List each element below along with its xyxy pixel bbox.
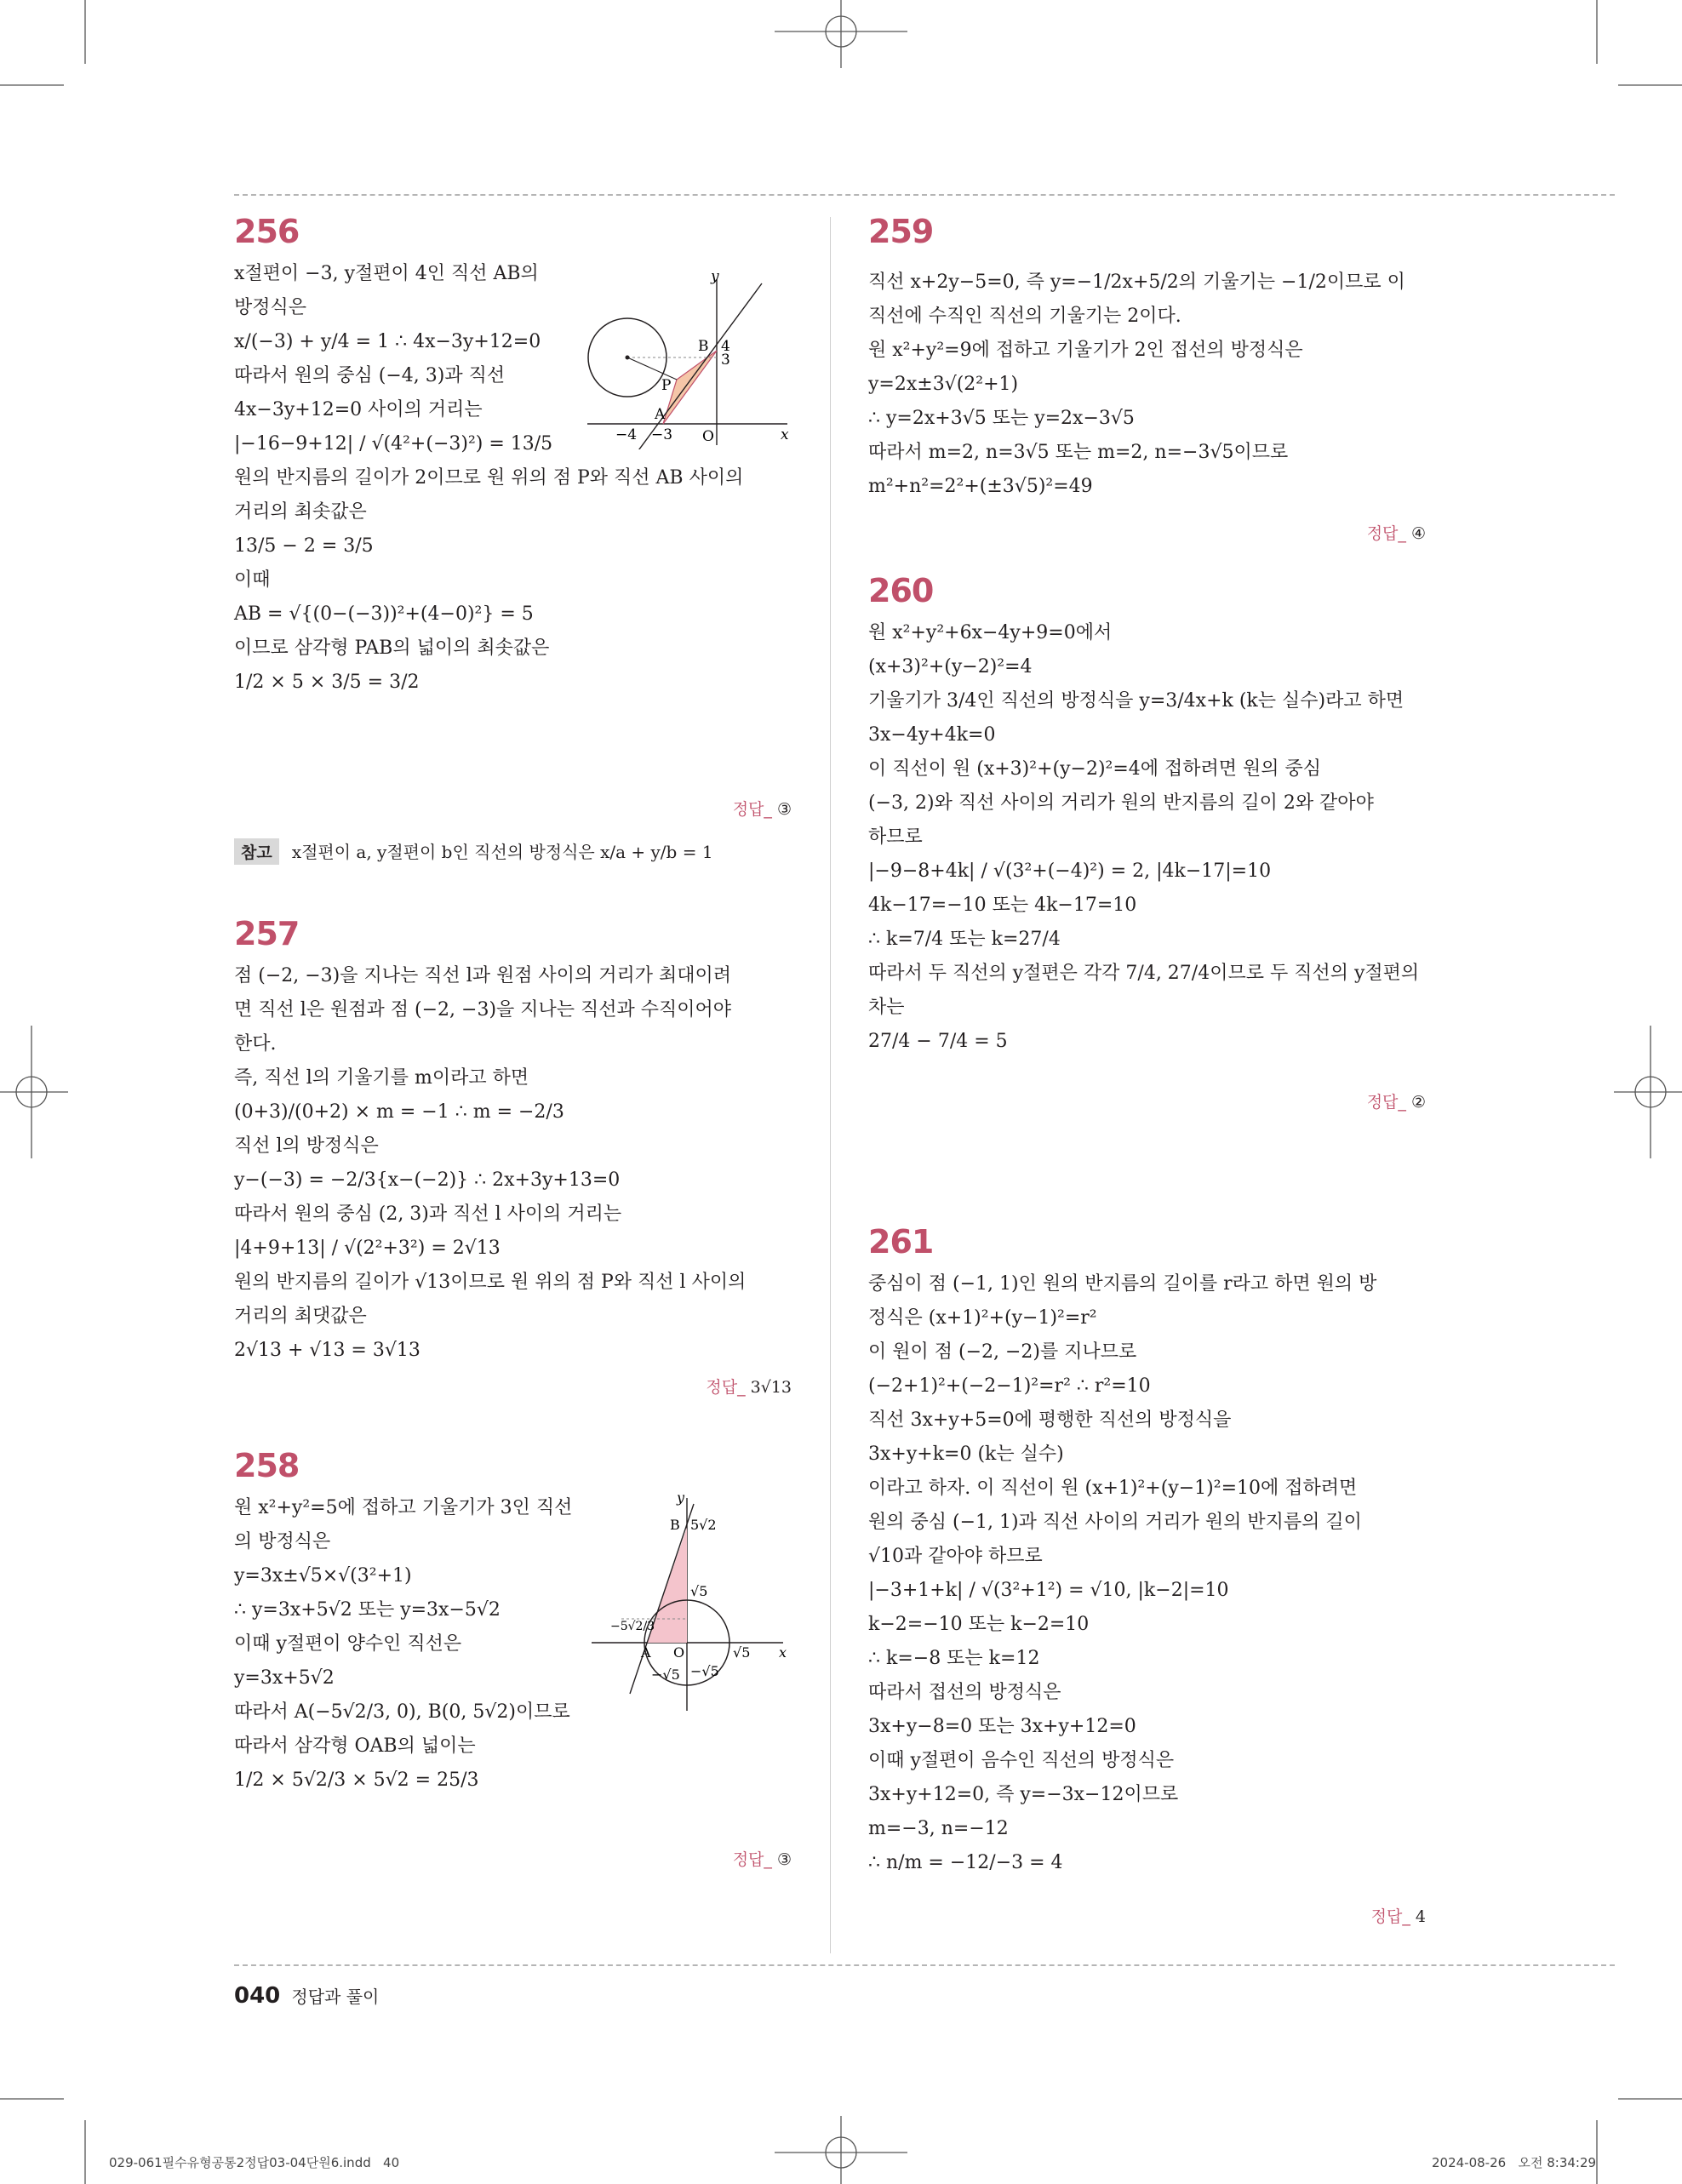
solution-line: m²+n²=2²+(±3√5)²=49 (868, 476, 1093, 497)
solution-line: 원의 반지름의 길이가 √13이므로 원 위의 점 P와 직선 l 사이의 (234, 1272, 747, 1293)
solution-line: 원의 중심 (−1, 1)과 직선 사이의 거리가 원의 반지름의 길이 (868, 1512, 1362, 1533)
tick-m3: −3 (651, 426, 673, 443)
print-timestamp: 2024-08-26 오전 8:34:29 (1432, 2155, 1597, 2170)
solution-line: AB = √{(0−(−3))²+(4−0)²} = 5 (234, 603, 534, 625)
solution-line: 이때 y절편이 음수인 직선의 방정식은 (868, 1750, 1175, 1771)
solution-line: 4x−3y+12=0 사이의 거리는 (234, 399, 483, 420)
tick-m5: −√5 (651, 1667, 680, 1683)
answer-260: 정답_ ② (1366, 1093, 1426, 1112)
solution-line: 원 x²+y²=9에 접하고 기울기가 2인 접선의 방정식은 (868, 340, 1303, 361)
solution-line: (x+3)²+(y−2)²=4 (868, 656, 1033, 677)
problem-number: 260 (868, 572, 934, 609)
solution-line: |4+9+13| / √(2²+3²) = 2√13 (234, 1238, 501, 1259)
figure-258 (592, 1494, 796, 1715)
answer-257: 정답_ 3√13 (706, 1378, 792, 1397)
problem-number: 257 (234, 915, 300, 952)
solution-line: ∴ y=3x+5√2 또는 y=3x−5√2 (234, 1599, 501, 1621)
problem-261 (868, 1223, 1426, 1926)
column-divider (830, 217, 831, 1953)
solution-line: 따라서 원의 중심 (−4, 3)과 직선 (234, 365, 506, 386)
solution-line: 따라서 원의 중심 (2, 3)과 직선 l 사이의 거리는 (234, 1203, 622, 1225)
solution-line: |−9−8+4k| / √(3²+(−4)²) = 2, |4k−17|=10 (868, 860, 1272, 882)
solution-line: ∴ n/m = −12/−3 = 4 (868, 1852, 1063, 1873)
solution-line: y=3x±√5×√(3²+1) (234, 1565, 412, 1587)
tick-5root2: 5√2 (690, 1517, 717, 1533)
problem-259 (868, 213, 1426, 562)
solution-line: 직선 x+2y−5=0, 즉 y=−1/2x+5/2의 기울기는 −1/2이므로 이 (868, 272, 1405, 293)
problem-258 (234, 1447, 792, 1881)
solution-line: 이때 (234, 569, 271, 591)
point-P-label: P (661, 377, 672, 394)
solution-line: 방정식은 (234, 297, 307, 318)
solution-line: 차는 (868, 997, 905, 1018)
answer-261: 정답_ 4 (1370, 1907, 1426, 1926)
solution-line: ∴ k=−8 또는 k=12 (868, 1648, 1040, 1669)
solution-line: 1/2 × 5 × 3/5 = 3/2 (234, 672, 420, 693)
solution-line: 이때 y절편이 양수인 직선은 (234, 1633, 462, 1655)
solution-line: 이 원이 점 (−2, −2)를 지나므로 (868, 1341, 1137, 1363)
point-B-label: B (670, 1517, 680, 1533)
point-A-label: A (655, 406, 666, 423)
solution-line: 중심이 점 (−1, 1)인 원의 반지름의 길이를 r라고 하면 원의 방 (868, 1273, 1377, 1295)
page-title: 정답과 풀이 (291, 1987, 380, 2007)
solution-line: x/(−3) + y/4 = 1 ∴ 4x−3y+12=0 (234, 331, 541, 352)
note-256 (234, 838, 713, 865)
figure-256 (583, 271, 792, 449)
solution-line: 원 x²+y²+6x−4y+9=0에서 (868, 622, 1113, 643)
problem-number: 256 (234, 213, 300, 250)
axis-y-label: y (677, 1494, 685, 1506)
solution-line: m=−3, n=−12 (868, 1818, 1009, 1839)
solution-line: ∴ y=2x+3√5 또는 y=2x−3√5 (868, 408, 1135, 429)
solution-line: √10과 같아야 하므로 (868, 1546, 1043, 1567)
axis-x-label: x (779, 1644, 787, 1661)
bottom-divider (234, 1964, 1615, 1966)
point-B-label: B (698, 338, 709, 355)
origin-label: O (702, 428, 714, 445)
solution-line: 2√13 + √13 = 3√13 (234, 1340, 420, 1361)
solution-line: (0+3)/(0+2) × m = −1 ∴ m = −2/3 (234, 1101, 564, 1123)
solution-line: 직선 3x+y+5=0에 평행한 직선의 방정식을 (868, 1409, 1232, 1431)
answer-259: 정답_ ④ (1366, 524, 1426, 543)
solution-line: 따라서 A(−5√2/3, 0), B(0, 5√2)이므로 (234, 1701, 570, 1723)
solution-line: 이므로 삼각형 PAB의 넓이의 최솟값은 (234, 637, 550, 659)
problem-number: 259 (868, 213, 934, 250)
solution-line: 원의 반지름의 길이가 2이므로 원 위의 점 P와 직선 AB 사이의 (234, 467, 744, 489)
point-A-label: A (641, 1644, 651, 1661)
page-footer (234, 1983, 379, 2009)
solution-line: 따라서 m=2, n=3√5 또는 m=2, n=−3√5이므로 (868, 442, 1289, 463)
answer-256: 정답_ ③ (732, 800, 792, 819)
solution-line: 한다. (234, 1033, 277, 1055)
solution-line: (−3, 2)와 직선 사이의 거리가 원의 반지름의 길이 2와 같아야 (868, 792, 1374, 814)
solution-line: 즉, 직선 l의 기울기를 m이라고 하면 (234, 1067, 529, 1089)
top-divider (234, 194, 1615, 196)
solution-line: 13/5 − 2 = 3/5 (234, 535, 374, 557)
page-number: 040 (234, 1983, 281, 2009)
tick-p5: √5 (733, 1644, 751, 1661)
note-text: x절편이 a, y절편이 b인 직선의 방정식은 x/a + y/b = 1 (291, 842, 713, 862)
answer-258: 정답_ ③ (732, 1850, 792, 1869)
tick-4: 4 (721, 338, 730, 355)
solution-line: 따라서 접선의 방정식은 (868, 1682, 1061, 1703)
origin-label: O (673, 1644, 685, 1661)
note-tag: 참고 (234, 838, 279, 865)
solution-line: 4k−17=−10 또는 4k−17=10 (868, 895, 1137, 916)
axis-x-label: x (781, 426, 789, 443)
left-column (234, 213, 792, 1881)
problem-number: 261 (868, 1223, 934, 1261)
file-info: 029-061필수유형공통2정답03-04단원6.indd 40 (109, 2155, 400, 2170)
solution-line: 원 x²+y²=5에 접하고 기울기가 3인 직선 (234, 1497, 573, 1518)
tick-root5: √5 (690, 1583, 708, 1599)
solution-line: 따라서 삼각형 OAB의 넓이는 (234, 1735, 476, 1757)
solution-line: 1/2 × 5√2/3 × 5√2 = 25/3 (234, 1769, 479, 1791)
solution-line: y=3x+5√2 (234, 1667, 335, 1689)
solution-line: 거리의 최댓값은 (234, 1306, 367, 1327)
solution-line: 점 (−2, −3)을 지나는 직선 l과 원점 사이의 거리가 최대이려 (234, 965, 732, 986)
solution-line: k−2=−10 또는 k−2=10 (868, 1614, 1090, 1635)
solution-line: 정식은 (x+1)²+(y−1)²=r² (868, 1307, 1097, 1329)
solution-line: x절편이 −3, y절편이 4인 직선 AB의 (234, 263, 539, 284)
solution-line: 기울기가 3/4인 직선의 방정식을 y=3/4x+k (k는 실수)라고 하면 (868, 690, 1405, 712)
solution-line: 따라서 두 직선의 y절편은 각각 7/4, 27/4이므로 두 직선의 y절편의 (868, 963, 1420, 984)
tick-xa: −5√2/3 (610, 1620, 655, 1633)
solution-line: ∴ k=7/4 또는 k=27/4 (868, 929, 1061, 950)
tick-3: 3 (721, 352, 730, 369)
solution-line: 3x+y−8=0 또는 3x+y+12=0 (868, 1716, 1136, 1737)
problem-256 (234, 213, 792, 877)
solution-line: |−16−9+12| / √(4²+(−3)²) = 13/5 (234, 433, 553, 455)
solution-line: 이라고 하자. 이 직선이 원 (x+1)²+(y−1)²=10에 접하려면 (868, 1478, 1358, 1499)
solution-line: (−2+1)²+(−2−1)²=r² ∴ r²=10 (868, 1375, 1151, 1397)
solution-line: |−3+1+k| / √(3²+1²) = √10, |k−2|=10 (868, 1580, 1229, 1601)
solution-line: 직선 l의 방정식은 (234, 1135, 379, 1157)
solution-line: y−(−3) = −2/3{x−(−2)} ∴ 2x+3y+13=0 (234, 1169, 621, 1191)
solution-line: 27/4 − 7/4 = 5 (868, 1031, 1008, 1052)
solution-line: 면 직선 l은 원점과 점 (−2, −3)을 지나는 직선과 수직이어야 (234, 999, 732, 1021)
solution-line: 거리의 최솟값은 (234, 501, 367, 523)
solution-line: 하므로 (868, 826, 923, 848)
tick-m4: −4 (615, 426, 638, 443)
right-column (868, 213, 1426, 1926)
axis-y-label: y (711, 271, 719, 285)
solution-line: 3x+y+12=0, 즉 y=−3x−12이므로 (868, 1784, 1179, 1805)
problem-260 (868, 572, 1426, 1223)
solution-line: 직선에 수직인 직선의 기울기는 2이다. (868, 306, 1181, 327)
problem-number: 258 (234, 1447, 300, 1484)
tick-m5b: −√5 (690, 1663, 719, 1679)
solution-line: 3x+y+k=0 (k는 실수) (868, 1444, 1064, 1465)
solution-line: 3x−4y+4k=0 (868, 724, 996, 746)
solution-line: 이 직선이 원 (x+3)²+(y−2)²=4에 접하려면 원의 중심 (868, 758, 1322, 780)
solution-line: 의 방정식은 (234, 1531, 331, 1552)
solution-line: y=2x±3√(2²+1) (868, 374, 1019, 395)
problem-257 (234, 915, 792, 1447)
